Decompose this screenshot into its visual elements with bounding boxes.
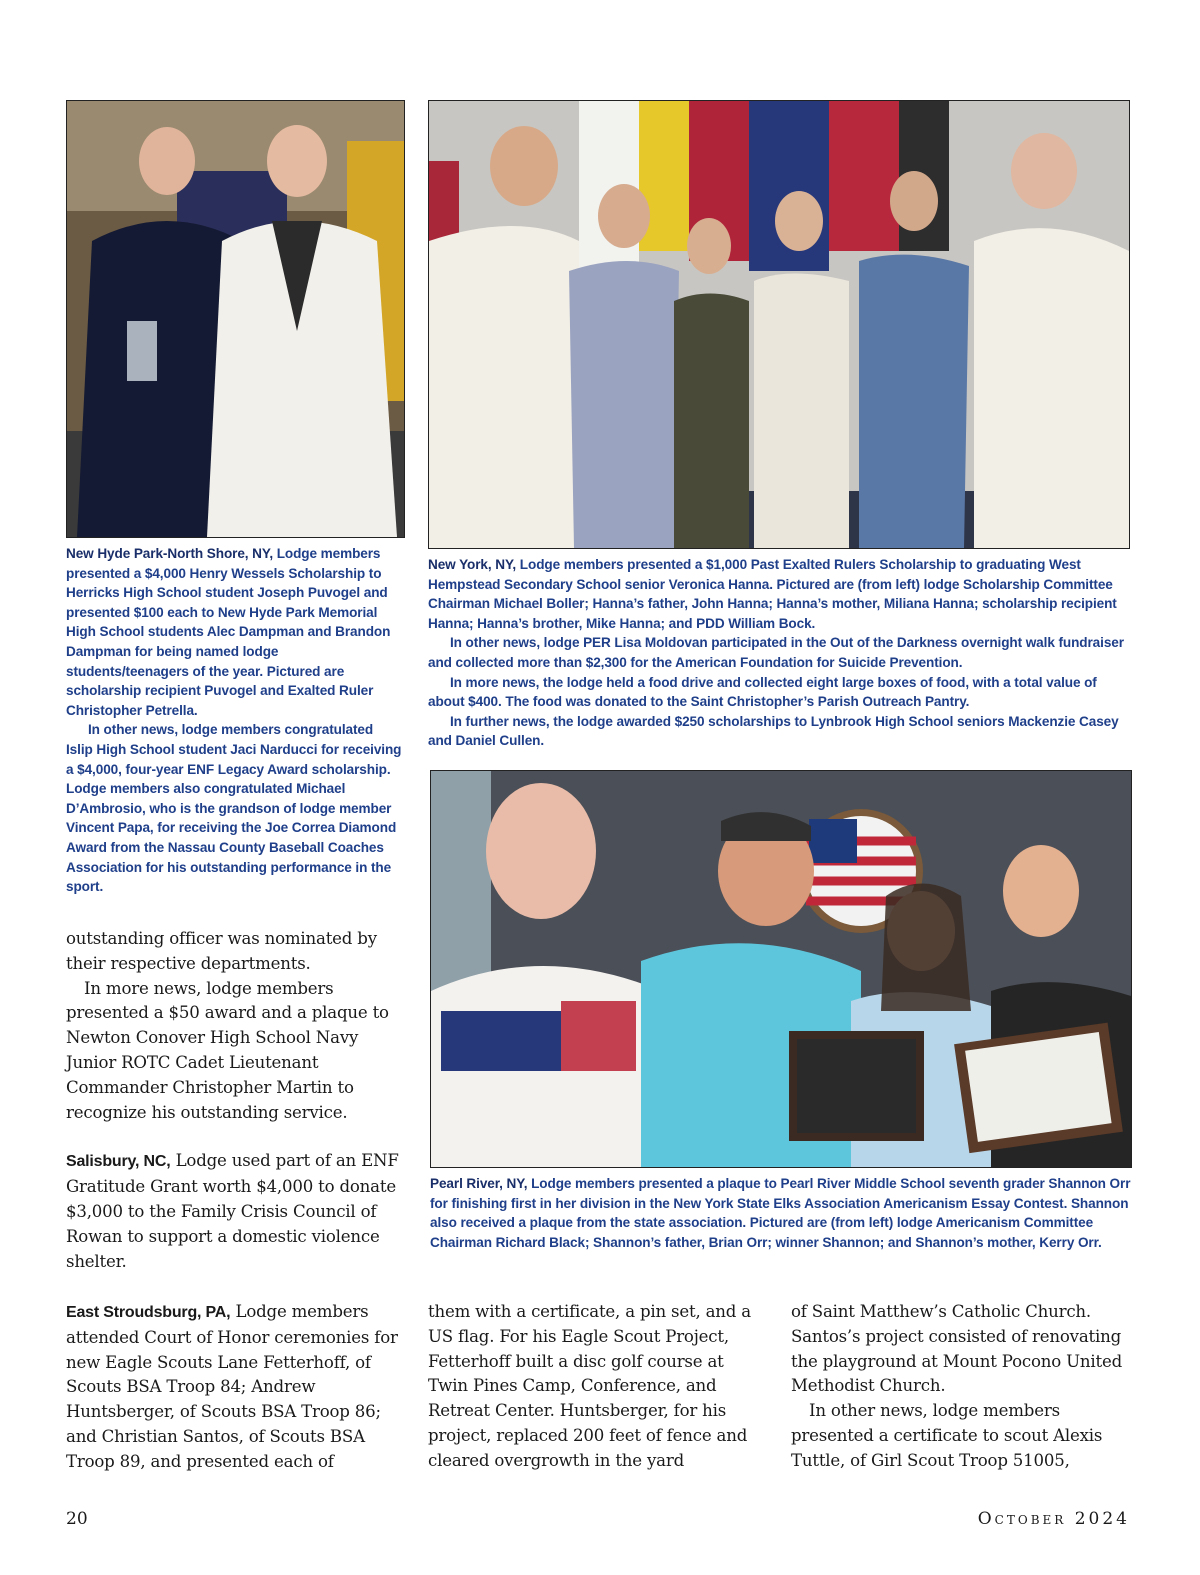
caption-new-york-p3: In more news, the lodge held a food drive and collected eight large boxes of food, with a total value of about $400. The food was donated to the Saint Christopher’s Parish Outreach Pantry. [428, 674, 1097, 710]
photo-pearl-river [430, 770, 1132, 1168]
column-2-text [428, 1300, 768, 1474]
issue-date [978, 1509, 1130, 1529]
east-stroudsburg-text [66, 1300, 403, 1475]
photo-new-york [428, 100, 1130, 549]
caption-pearl-river-text-1: Lodge members presented a plaque to Pearl River Middle School seventh grader Shannon Orr for finishing first in her division in the New York State Elks Association Americanism Essay Contest. Shannon also received a plaque from the state association. Pictured are (from left) lodge Americanism Committee Chairman Richard Black; Shannon’s father, Brian Orr; winner Shannon; and Shannon’s mother, Kerry Orr. [430, 1176, 1131, 1250]
east-stroudsburg-lead: East Stroudsburg, PA, [66, 1304, 231, 1321]
col3-paragraph-1: of Saint Matthew’s Catholic Church. Santos’s project consisted of renovating the playground at Mount Pocono United Methodist Church. [791, 1302, 1123, 1396]
column-3-text [791, 1300, 1131, 1474]
caption-hyde-park-p2: In other news, lodge members congratulated Islip High School student Jaci Narducci for receiving a $4,000, four-year ENF Legacy Award scholarship. Lodge members also congratulated Michael D’Ambrosio, who is the grandson of lodge member Vincent Papa, for receiving the Joe Correa Diamond Award from the Nassau County Baseball Coaches Association for his outstanding performance in the sport. [66, 722, 402, 895]
caption-hyde-park-text-1: Lodge members presented a $4,000 Henry Wessels Scholarship to Herricks High School student Joseph Puvogel and presented $100 each to New Hyde Park Memorial High School students Alec Dampman and Brandon Dampman for being named lodge students/teenagers of the year. Pictured are scholarship recipient Puvogel and Exalted Ruler Christopher Petrella. [66, 546, 391, 718]
caption-pearl-river-lead: Pearl River, NY, [430, 1176, 528, 1191]
salisbury-paragraph [66, 1149, 403, 1274]
column-1-text [66, 927, 403, 1274]
caption-hyde-park-p1 [66, 544, 403, 720]
east-stroudsburg-text-1: Lodge members attended Court of Honor ceremonies for new Eagle Scouts Lane Fetterhoff, of Scouts BSA Troop 84; Andrew Huntsberger, of Scouts BSA Troop 86; and Christian Santos, of Scouts BSA Troop 89, and presented each of [66, 1302, 398, 1471]
new-york-image [429, 101, 1129, 548]
caption-new-york-p2: In other news, lodge PER Lisa Moldovan participated in the Out of the Darkness overnight walk fundraiser and collected more than $2,300 for the American Foundation for Suicide Prevention. [428, 635, 1124, 670]
col2-paragraph: them with a certificate, a pin set, and a US flag. For his Eagle Scout Project, Fetterhoff built a disc golf course at Twin Pines Camp, Conference, and Retreat Center. Huntsberger, for his project, replaced 200 feet of fence and cleared overgrowth in the yard [428, 1302, 751, 1470]
hyde-park-image [67, 101, 404, 537]
col1-continuation: outstanding officer was nominated by their respective departments. [66, 929, 377, 973]
col1-more-news: In more news, lodge members presented a $50 award and a plaque to Newton Conover High School Navy Junior ROTC Cadet Lieutenant Commander Christopher Martin to recognize his outstanding service. [66, 978, 389, 1122]
caption-new-york [428, 555, 1128, 751]
photo-hyde-park [66, 100, 405, 538]
page-number: 20 [66, 1509, 88, 1529]
caption-pearl-river [430, 1174, 1135, 1252]
col3-paragraph-2: In other news, lodge members presented a certificate to scout Alexis Tuttle, of Girl Scout Troop 51005, [791, 1401, 1103, 1470]
caption-pearl-river-p1 [430, 1174, 1135, 1252]
caption-hyde-park-lead: New Hyde Park-North Shore, NY, [66, 546, 273, 561]
east-stroudsburg-paragraph [66, 1300, 403, 1475]
caption-new-york-p1 [428, 555, 1128, 633]
caption-new-york-text-1: Lodge members presented a $1,000 Past Exalted Rulers Scholarship to graduating West Hempstead Secondary School senior Veronica Hanna. Pictured are (from left) lodge Scholarship Committee Chairman Michael Boller; Hanna’s father, John Hanna; Hanna’s mother, Miliana Hanna; scholarship recipient Hanna; Hanna’s brother, Mike Hanna; and PDD William Bock. [428, 557, 1117, 631]
caption-new-york-p4: In further news, the lodge awarded $250 scholarships to Lynbrook High School seniors Mackenzie Casey and Daniel Cullen. [428, 713, 1119, 749]
salisbury-lead: Salisbury, NC, [66, 1153, 171, 1171]
issue-date-text: October 2024 [977, 1509, 1130, 1529]
caption-hyde-park [66, 544, 403, 897]
caption-new-york-lead: New York, NY, [428, 557, 517, 572]
pearl-river-image [431, 771, 1131, 1167]
salisbury-text: Lodge used part of an ENF Gratitude Grant worth $4,000 to donate $3,000 to the Family Crisis Council of Rowan to support a domestic violence shelter. [66, 1151, 399, 1271]
